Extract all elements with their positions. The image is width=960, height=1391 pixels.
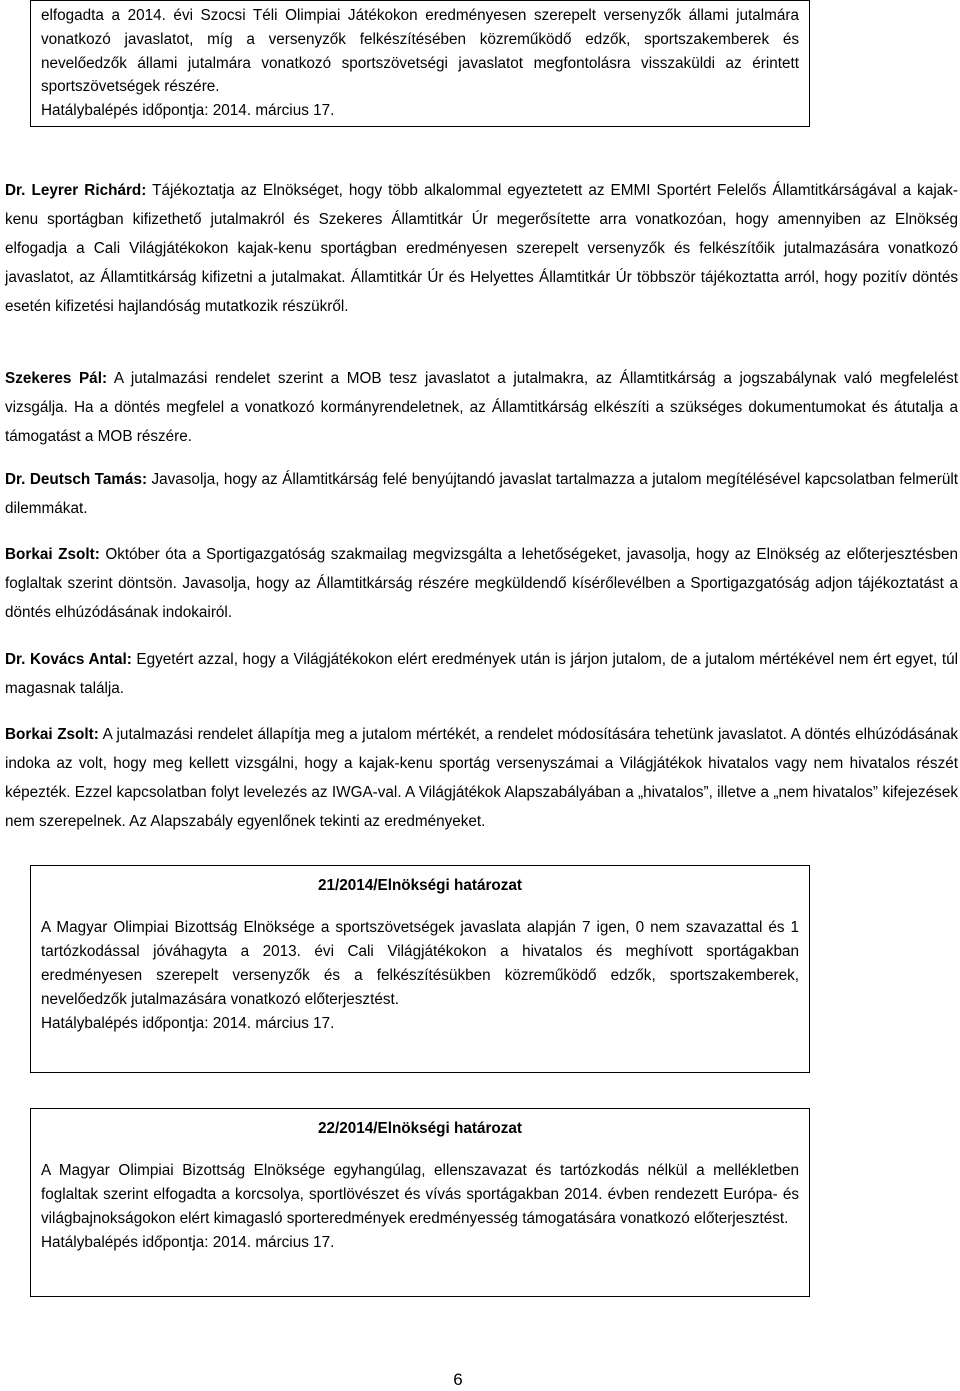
minutes-paragraph (5, 176, 958, 321)
speaker-name: Szekeres Pál: (5, 370, 108, 387)
resolution-title: 21/2014/Elnökségi határozat (317, 877, 523, 894)
previous-resolution-text: elfogadta a 2014. évi Szocsi Téli Olimpiai Játékokon eredményesen szerepelt versenyzők állami jutalmára vonatkozó javaslatot, míg a versenyzők felkészítésében közreműködő edzők, sportszakemberek és nevelőedzők állami jutalmára vonatkozó sportszövetségi javaslatot megfontolásra visszaküldi az érintett sportszövetségek részére. (41, 7, 799, 96)
page-number: 6 (453, 1370, 463, 1389)
minutes-paragraph (5, 364, 958, 451)
speaker-statement: Egyetért azzal, hogy a Világjátékokon elért eredmények után is járjon jutalom, de a jutalom mértékével nem ért egyet, túl magasnak találja. (5, 651, 958, 697)
previous-resolution-box (30, 0, 810, 127)
resolution-body: A Magyar Olimpiai Bizottság Elnöksége a sportszövetségek javaslata alapján 7 igen, 0 nem szavazattal és 1 tartózkodással jóváhagyta a 2013. évi Cali Világjátékokon a hivatalos és meghívott sportágakban eredményesen szerepelt versenyzők és a felkészítésükben közreműködő edzők, sportszakemberek, nevelőedzők jutalmazására vonatkozó előterjesztést. (41, 919, 799, 1008)
speaker-statement: A jutalmazási rendelet állapítja meg a jutalom mértékét, a rendelet módosítására tehetünk javaslatot. A döntés elhúzódásának indoka az volt, hogy meg kellett vizsgálni, hogy a kajak-kenu sportág versenyszámai a Világjátékok hivatalos vagy nem hivatalos részét képezték. Ezzel kapcsolatban folyt levelezés az IWGA-val. A Világjátékok Alapszabályában a „hivatalos”, illetve a „nem hivatalos” kifejezések nem szerepelnek. Az Alapszabály egyenlőnek tekinti az eredményeket. (5, 726, 958, 830)
speaker-name: Borkai Zsolt: (5, 726, 99, 743)
resolution-effective-date: Hatálybalépés időpontja: 2014. március 17. (41, 1015, 335, 1032)
previous-resolution-effective-date: Hatálybalépés időpontja: 2014. március 17. (41, 102, 335, 120)
speaker-statement: Október óta a Sportigazgatóság szakmailag megvizsgálta a lehetőségeket, javasolja, hogy az Elnökség az előterjesztésben foglaltak szerint döntsön. Javasolja, hogy az Államtitkárság részére megküldendő kísérőlevélben a Sportigazgatóság adjon tájékoztatást a döntés elhúzódásának indokairól. (5, 546, 958, 621)
minutes-paragraph (5, 645, 958, 703)
resolution-effective-date: Hatálybalépés időpontja: 2014. március 17. (41, 1234, 335, 1251)
speaker-statement: A jutalmazási rendelet szerint a MOB tesz javaslatot a jutalmakra, az Államtitkárság a jogszabálynak való megfelelést vizsgálja. Ha a döntés megfelel a vonatkozó kormányrendeletnek, az Államtitkárság elkészíti a szükséges dokumentumokat és átutalja a támogatást a MOB részére. (5, 370, 958, 445)
speaker-statement: Tájékoztatja az Elnökséget, hogy több alkalommal egyeztetett az EMMI Sportért Felelős Államtitkárságával a kajak-kenu sportágban kifizethető jutalmakról és Szekeres Államtitkár Úr megerősítette arra vonatkozóan, hogy amennyiben az Elnökség elfogadja a Cali Világjátékokon kajak-kenu sportágban eredményesen szerepelt versenyzők és felkészítőik jutalmazására vonatkozó javaslatot, az Államtitkárság kifizetni a jutalmakat. Államtitkár Úr és Helyettes Államtitkár Úr többször tájékoztatta arról, hogy pozitív döntés esetén kifizetési hajlandóság mutatkozik részükről. (5, 182, 958, 315)
speaker-statement: Javasolja, hogy az Államtitkárság felé benyújtandó javaslat tartalmazza a jutalom megítélésével kapcsolatban felmerült dilemmákat. (5, 471, 958, 517)
speaker-name: Borkai Zsolt: (5, 546, 100, 563)
resolution-box (30, 1108, 810, 1297)
resolution-box (30, 865, 810, 1073)
minutes-paragraph (5, 720, 958, 836)
minutes-paragraph (5, 465, 958, 523)
speaker-name: Dr. Deutsch Tamás: (5, 471, 148, 488)
speaker-name: Dr. Leyrer Richárd: (5, 182, 147, 199)
minutes-paragraph (5, 540, 958, 627)
resolution-body: A Magyar Olimpiai Bizottság Elnöksége egyhangúlag, ellenszavazat és tartózkodás nélkül a mellékletben foglaltak szerint elfogadta a korcsolya, sportlövészet és vívás sportágakban 2014. évben rendezett Európa- és világbajnokságokon elért kimagasló sporteredmények eredményesség támogatására vonatkozó előterjesztést. (41, 1162, 799, 1227)
speaker-name: Dr. Kovács Antal: (5, 651, 132, 668)
resolution-title: 22/2014/Elnökségi határozat (317, 1120, 523, 1137)
